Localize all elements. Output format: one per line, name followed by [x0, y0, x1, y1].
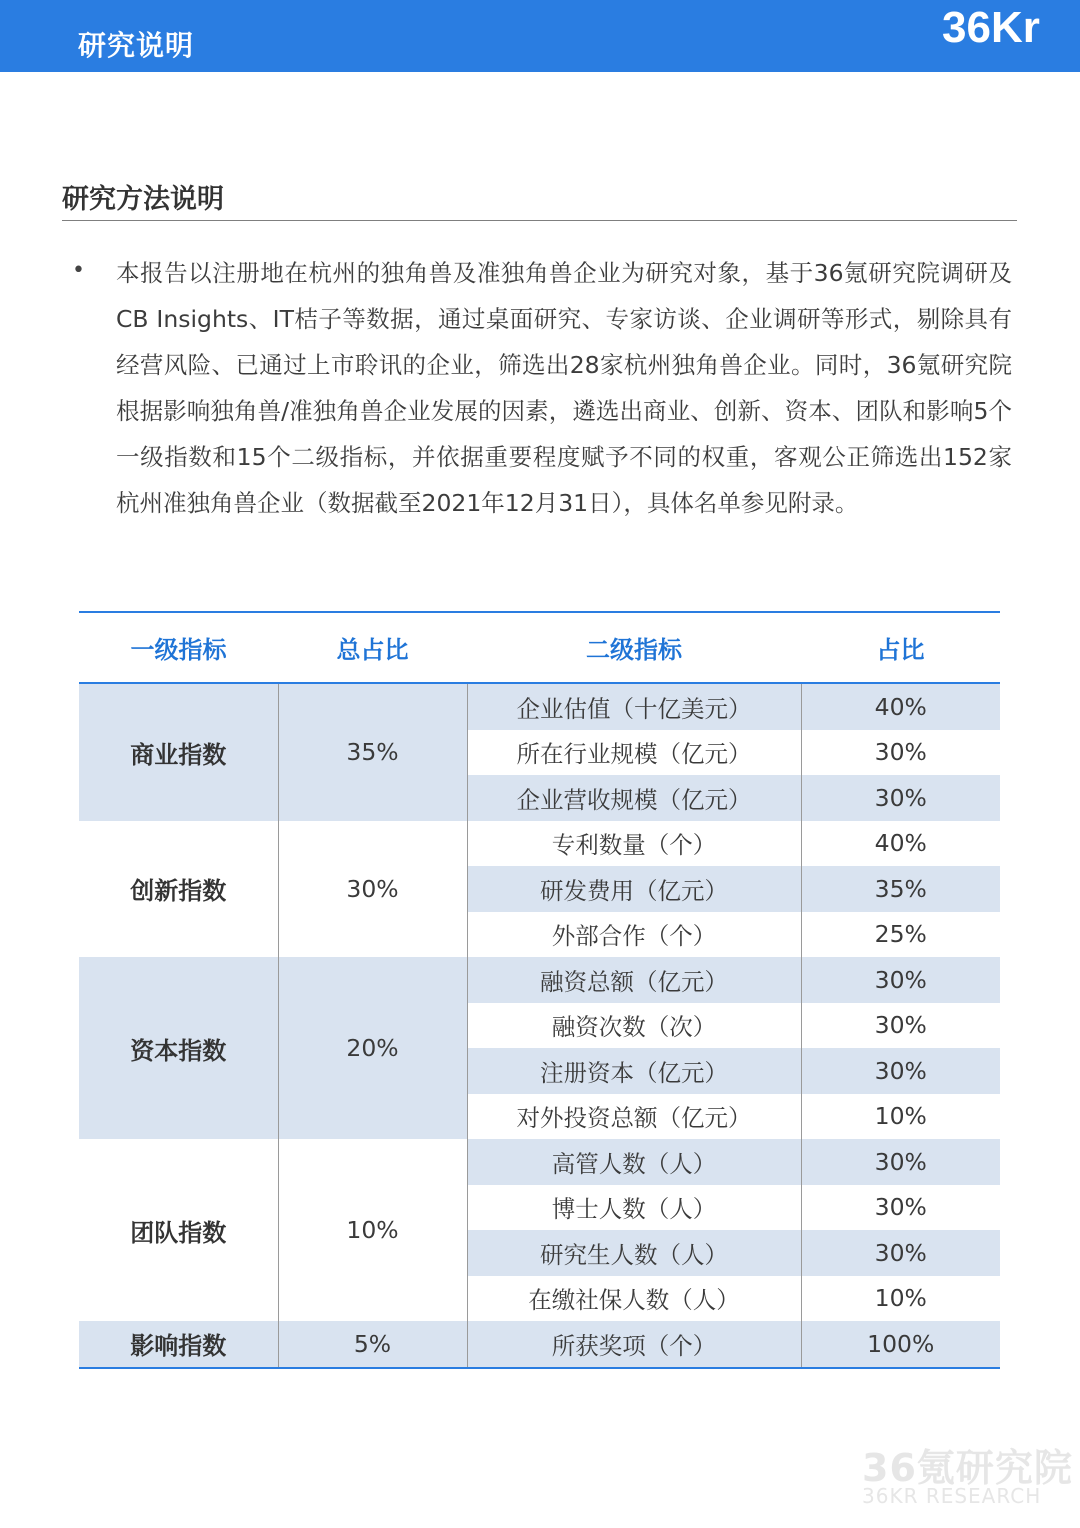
level1-total: 30% — [278, 821, 467, 958]
level2-weight: 40% — [874, 829, 927, 858]
level1-total: 5% — [278, 1321, 467, 1368]
level2-name: 研发费用（亿元） — [467, 866, 801, 912]
level1-name: 创新指数 — [79, 821, 278, 958]
level2-weight: 100% — [801, 1321, 1000, 1368]
level2-name: 外部合作（个） — [467, 912, 801, 958]
bullet-icon: • — [72, 258, 85, 283]
level2-weight: 30% — [874, 1011, 927, 1040]
level2-name: 博士人数（人） — [467, 1185, 801, 1231]
table-row — [79, 1139, 1000, 1185]
page-header-title: 研究说明 — [78, 29, 195, 62]
level2-weight: 30% — [801, 775, 1000, 821]
level2-weight: 10% — [874, 1102, 927, 1131]
watermark-cn: 36氪研究院 — [862, 1446, 1073, 1490]
level1-total: 35% — [278, 683, 467, 821]
level2-name: 融资总额（亿元） — [467, 957, 801, 1003]
level2-weight: 30% — [874, 738, 927, 767]
level2-name: 企业营收规模（亿元） — [467, 775, 801, 821]
level2-name: 专利数量（个） — [467, 821, 801, 867]
level2-name: 所获奖项（个） — [467, 1321, 801, 1368]
level2-name: 融资次数（次） — [467, 1003, 801, 1049]
level1-name: 团队指数 — [79, 1139, 278, 1321]
index-weight-table — [79, 611, 1000, 1369]
level2-name: 企业估值（十亿美元） — [467, 683, 801, 730]
level2-weight: 30% — [801, 1048, 1000, 1094]
header-level2: 二级指标 — [467, 612, 801, 683]
watermark-en: 36KR RESEARCH — [862, 1484, 1042, 1508]
level2-weight: 30% — [874, 1193, 927, 1222]
level2-name: 高管人数（人） — [467, 1139, 801, 1185]
level2-name: 在缴社保人数（人） — [467, 1276, 801, 1322]
table-row — [79, 821, 1000, 867]
level2-weight: 10% — [874, 1284, 927, 1313]
level2-weight: 30% — [801, 957, 1000, 1003]
level2-weight: 30% — [801, 1139, 1000, 1185]
brand-logo-icon — [940, 0, 1080, 72]
level2-name: 研究生人数（人） — [467, 1230, 801, 1276]
level1-name: 商业指数 — [79, 683, 278, 821]
table-row — [79, 957, 1000, 1003]
level2-weight: 30% — [801, 1230, 1000, 1276]
level1-name: 资本指数 — [79, 957, 278, 1139]
level1-name: 影响指数 — [79, 1321, 278, 1368]
section-divider — [62, 220, 1017, 221]
level2-name: 所在行业规模（亿元） — [467, 730, 801, 776]
logo-text: 36Kr — [942, 3, 1040, 52]
level2-name: 对外投资总额（亿元） — [467, 1094, 801, 1140]
header-level1: 一级指标 — [79, 612, 278, 683]
level1-total: 10% — [278, 1139, 467, 1321]
table-row — [79, 1321, 1000, 1368]
level2-name: 注册资本（亿元） — [467, 1048, 801, 1094]
header-total-share: 总占比 — [278, 612, 467, 683]
table-row — [79, 683, 1000, 730]
header-share: 占比 — [801, 612, 1000, 683]
method-paragraph: 本报告以注册地在杭州的独角兽及准独角兽企业为研究对象，基于36氪研究院调研及CB Insights、IT桔子等数据，通过桌面研究、专家访谈、企业调研等形式，剔除具有经营风险、已通过上市聆讯的企业，筛选出28家杭州独角兽企业。同时，36氪研究院根据影响独角兽/准独角兽企业发展的因素，遴选出商业、创新、资本、团队和影响5个一级指数和15个二级指标，并依据重要程度赋予不同的权重，客观公正筛选出152家杭州准独角兽企业（数据截至2021年12月31日），具体名单参见附录。 — [116, 259, 1012, 517]
level2-weight: 35% — [801, 866, 1000, 912]
level1-total: 20% — [278, 957, 467, 1139]
table-header-row — [79, 612, 1000, 683]
level2-weight: 40% — [801, 683, 1000, 730]
section-title: 研究方法说明 — [62, 184, 224, 215]
level2-weight: 25% — [874, 920, 927, 949]
